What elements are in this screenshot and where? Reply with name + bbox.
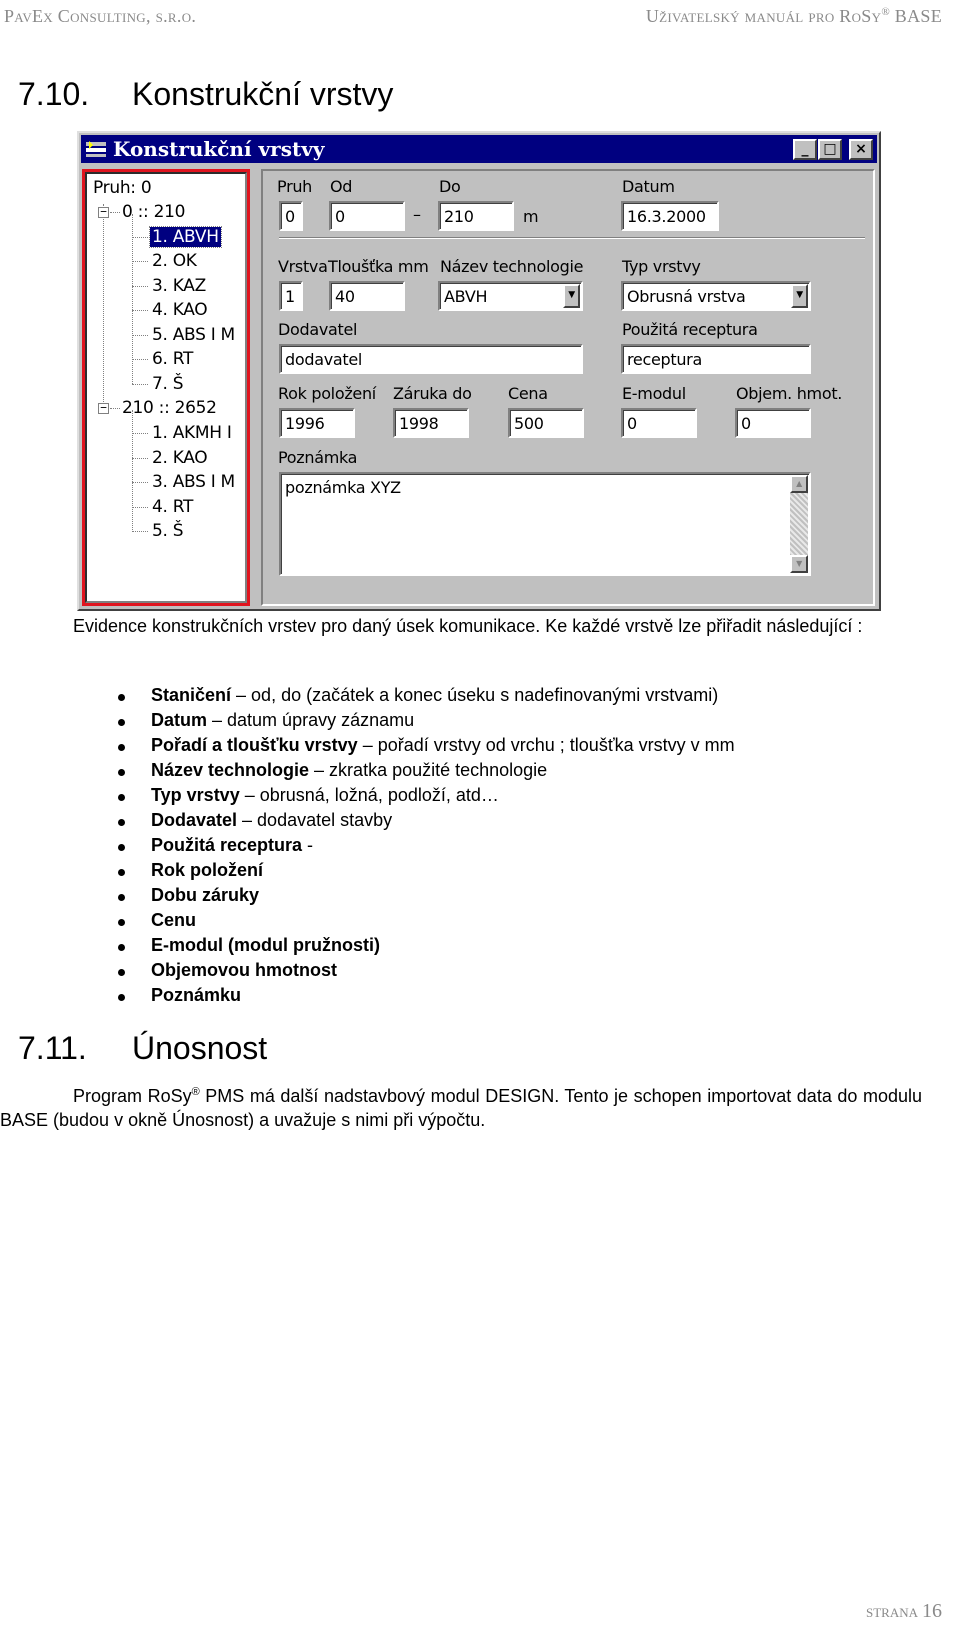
- list-item-term: Dodavatel: [151, 810, 238, 830]
- unosnost-text-start: Program RoSy: [73, 1086, 192, 1106]
- typ-vrstvy-label: Typ vrstvy: [622, 257, 701, 276]
- poznamka-label: Poznámka: [278, 448, 358, 467]
- minimize-icon: _: [801, 141, 809, 157]
- list-item-text: [151, 735, 735, 756]
- section-title: Únosnost: [132, 1030, 268, 1066]
- tree-line: [132, 359, 148, 360]
- chevron-down-icon[interactable]: ▼: [563, 284, 580, 308]
- page-label: strana: [865, 1601, 918, 1621]
- list-item-text: [151, 885, 259, 906]
- list-item-text: [151, 985, 241, 1006]
- list-item-text: [151, 760, 547, 781]
- range-dash: –: [413, 205, 421, 224]
- tree-line: [132, 261, 148, 262]
- konstrukcni-vrstvy-window: [77, 131, 881, 611]
- list-item-term: Objemovou hmotnost: [151, 960, 337, 980]
- maximize-icon: □: [823, 141, 837, 157]
- od-input[interactable]: 0: [329, 201, 405, 231]
- list-item-term: Název technologie: [151, 760, 310, 780]
- cena-input[interactable]: 500: [508, 408, 584, 438]
- separator: [279, 237, 865, 239]
- dodavatel-input[interactable]: dodavatel: [279, 344, 583, 374]
- tree-line: [132, 507, 148, 508]
- tloustka-label: Tloušťka mm: [328, 257, 429, 276]
- window-titlebar[interactable]: [81, 135, 877, 163]
- scroll-down-icon[interactable]: ▼: [790, 555, 808, 573]
- receptura-input[interactable]: receptura: [621, 344, 811, 374]
- pruh-label: Pruh: [277, 177, 313, 196]
- tree-item-selected[interactable]: 1. ABVH: [152, 227, 219, 247]
- poznamka-value: poznámka XYZ: [285, 478, 401, 497]
- tree-line: [110, 408, 120, 409]
- bullet-icon: [118, 994, 125, 1001]
- collapse-icon[interactable]: −: [98, 403, 109, 414]
- tree-line: [103, 204, 104, 404]
- objem-hmot-input[interactable]: 0: [735, 408, 811, 438]
- unosnost-text-rest: PMS má další nadstavbový modul DESIGN. Tento je schopen importovat data do modulu BASE (budou v okně Únosnost) a uvažuje s nimi při výpočtu.: [0, 1086, 923, 1130]
- list-item-text: [151, 710, 414, 731]
- tree-line: [110, 212, 120, 213]
- app-icon: [85, 139, 107, 159]
- list-item-term: Poznámku: [151, 985, 242, 1005]
- list-item-term: Použitá receptura: [151, 835, 303, 855]
- list-item-text: [151, 960, 337, 981]
- bullet-icon: [118, 944, 125, 951]
- tree-item[interactable]: 5. Š: [152, 521, 184, 541]
- receptura-label: Použitá receptura: [622, 320, 758, 339]
- do-label: Do: [439, 177, 461, 196]
- tree-line: [132, 286, 148, 287]
- rok-polozeni-label: Rok položení: [278, 384, 376, 403]
- page-footer: [866, 1600, 942, 1623]
- tree-item[interactable]: 3. ABS I M: [152, 472, 235, 492]
- list-item-term: Rok položení: [151, 860, 263, 880]
- tloustka-input[interactable]: 40: [329, 281, 405, 311]
- bullet-icon: [118, 919, 125, 926]
- collapse-icon[interactable]: −: [98, 207, 109, 218]
- tree-item[interactable]: 5. ABS I M: [152, 325, 235, 345]
- registered-mark: ®: [191, 1086, 200, 1098]
- tree-item[interactable]: 4. RT: [152, 497, 194, 517]
- tree-line: [132, 458, 148, 459]
- nazev-technologie-value: ABVH: [444, 287, 488, 306]
- list-item-term: Typ vrstvy: [151, 785, 240, 805]
- list-item-desc: – datum úpravy záznamu: [207, 710, 415, 730]
- intro-text: Evidence konstrukčních vrstev pro daný úsek komunikace. Ke každé vrstvě lze přiřadit následující :: [73, 616, 863, 636]
- zaruka-input[interactable]: 1998: [393, 408, 469, 438]
- section-number: 7.10.: [18, 76, 90, 112]
- datum-label: Datum: [622, 177, 675, 196]
- bullet-icon: [118, 894, 125, 901]
- window-title: Konstrukční vrstvy: [113, 137, 325, 161]
- tree-line: [132, 310, 148, 311]
- header-manual-suffix: BASE: [889, 6, 942, 26]
- vrstva-label: Vrstva: [278, 257, 328, 276]
- nazev-technologie-select[interactable]: [438, 281, 583, 311]
- tree-item[interactable]: 7. Š: [152, 374, 184, 394]
- list-item-desc: – zkratka použité technologie: [309, 760, 548, 780]
- tree-group[interactable]: 0 :: 210: [122, 202, 186, 222]
- list-item-text: [151, 835, 313, 856]
- do-input[interactable]: 210: [438, 201, 514, 231]
- typ-vrstvy-select[interactable]: [621, 281, 811, 311]
- list-item-term: Datum: [151, 710, 208, 730]
- bullet-icon: [118, 844, 125, 851]
- od-label: Od: [330, 177, 353, 196]
- header-manual-title: [646, 6, 942, 27]
- tree-root[interactable]: Pruh: 0: [93, 178, 152, 198]
- vrstva-input[interactable]: 1: [279, 281, 303, 311]
- zaruka-label: Záruka do: [393, 384, 472, 403]
- tree-line: [132, 531, 148, 532]
- section-number: 7.11.: [18, 1030, 87, 1066]
- close-button[interactable]: [849, 139, 873, 160]
- tree-line: [132, 482, 148, 483]
- unosnost-paragraph: [0, 1080, 922, 1132]
- emodul-label: E-modul: [622, 384, 686, 403]
- list-item-desc: – obrusná, ložná, podloží, atd…: [239, 785, 499, 805]
- list-item-term: Staničení: [151, 685, 232, 705]
- layer-tree-inner: [85, 172, 247, 603]
- close-icon: ×: [855, 141, 867, 157]
- list-item-desc: – od, do (začátek a konec úseku s nadefinovanými vrstvami): [231, 685, 719, 705]
- poznamka-scrollbar[interactable]: [790, 475, 808, 573]
- tree-item[interactable]: 2. OK: [152, 251, 197, 271]
- page-number: 16: [922, 1600, 942, 1622]
- list-item-desc: – pořadí vrstvy od vrchu ; tloušťka vrstvy v mm: [357, 735, 735, 755]
- typ-vrstvy-value: Obrusná vrstva: [627, 287, 746, 306]
- layer-tree[interactable]: [82, 169, 250, 606]
- tree-item[interactable]: 1. AKMH I: [152, 423, 232, 443]
- tree-line: [132, 433, 148, 434]
- tree-line: [132, 384, 148, 385]
- emodul-input[interactable]: 0: [621, 408, 697, 438]
- bullet-icon: [118, 869, 125, 876]
- tree-item[interactable]: 4. KAO: [152, 300, 208, 320]
- section-heading-7-10: [18, 76, 393, 113]
- bullet-icon: [118, 694, 125, 701]
- rok-polozeni-input[interactable]: 1996: [279, 408, 355, 438]
- bullet-icon: [118, 969, 125, 976]
- bullet-icon: [118, 719, 125, 726]
- list-item-term: E-modul (modul pružnosti): [151, 935, 380, 955]
- tree-item[interactable]: 6. RT: [152, 349, 194, 369]
- list-item-desc: – dodavatel stavby: [237, 810, 393, 830]
- list-item-text: [151, 685, 718, 706]
- bullet-icon: [118, 794, 125, 801]
- tree-item[interactable]: 2. KAO: [152, 448, 208, 468]
- tree-item[interactable]: 3. KAZ: [152, 276, 206, 296]
- section-heading-7-11: [18, 1030, 267, 1067]
- header-company: PavEx Consulting, s.r.o.: [4, 6, 197, 26]
- tree-line: [132, 410, 133, 532]
- header-manual-name: Uživatelský manuál pro RoSy: [645, 6, 882, 26]
- tree-line: [132, 237, 148, 238]
- pruh-input[interactable]: 0: [279, 201, 303, 231]
- section-title: Konstrukční vrstvy: [132, 76, 394, 112]
- datum-input[interactable]: 16.3.2000: [621, 201, 719, 231]
- dodavatel-label: Dodavatel: [278, 320, 358, 339]
- chevron-down-icon[interactable]: ▼: [791, 284, 808, 308]
- maximize-button[interactable]: [818, 139, 842, 160]
- list-item-term: Pořadí a tloušťku vrstvy: [151, 735, 358, 755]
- bullet-icon: [118, 744, 125, 751]
- intro-paragraph: [0, 614, 922, 638]
- bullet-icon: [118, 819, 125, 826]
- objem-hmot-label: Objem. hmot.: [736, 384, 843, 403]
- layer-form: [261, 169, 875, 606]
- list-item-text: [151, 785, 499, 806]
- list-item-term: Cenu: [151, 910, 196, 930]
- tree-group[interactable]: 210 :: 2652: [122, 398, 217, 418]
- nazev-technologie-label: Název technologie: [440, 257, 584, 276]
- bullet-icon: [118, 769, 125, 776]
- list-item-desc: -: [302, 835, 314, 855]
- cena-label: Cena: [508, 384, 548, 403]
- poznamka-textarea[interactable]: [279, 472, 811, 576]
- list-item-text: [151, 935, 380, 956]
- scroll-up-icon[interactable]: ▲: [790, 475, 808, 493]
- list-item-text: [151, 810, 392, 831]
- header-registered-mark: ®: [881, 6, 890, 18]
- unit-label: m: [523, 207, 539, 226]
- list-item-text: [151, 860, 263, 881]
- tree-line: [132, 335, 148, 336]
- minimize-button[interactable]: [793, 139, 817, 160]
- list-item-text: [151, 910, 196, 931]
- list-item-term: Dobu záruky: [151, 885, 260, 905]
